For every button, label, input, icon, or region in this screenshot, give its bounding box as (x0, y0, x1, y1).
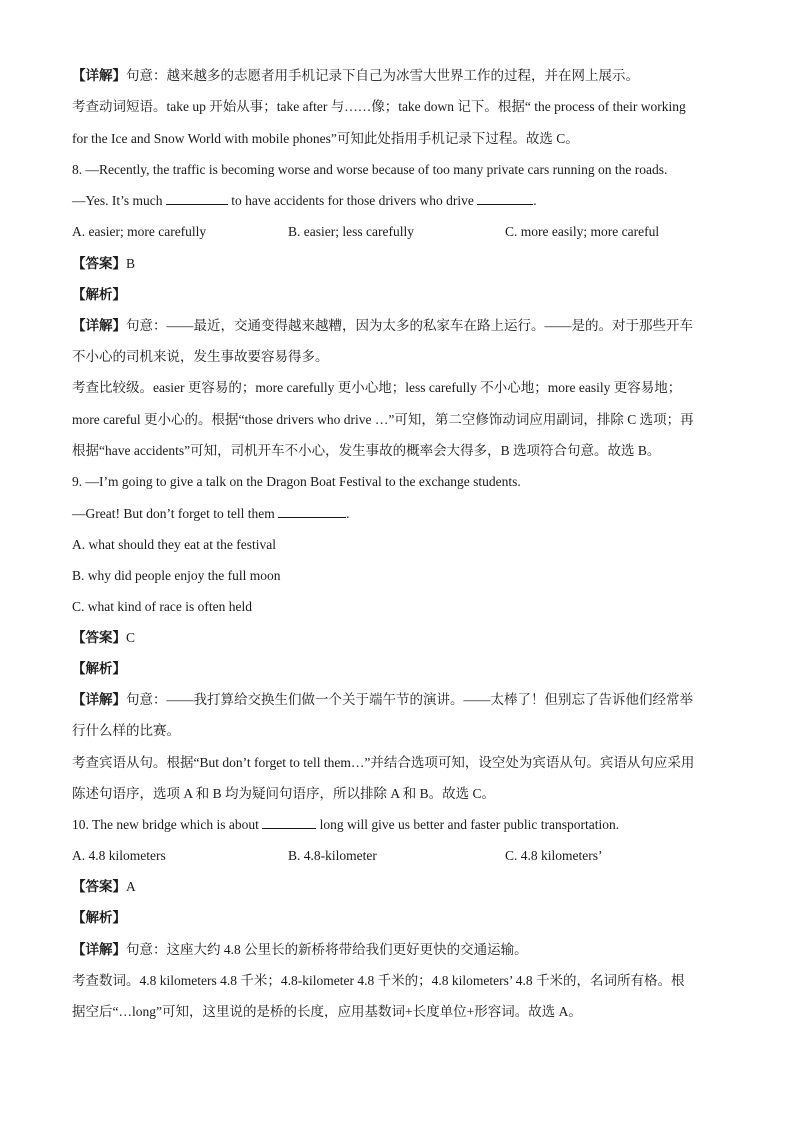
q9-answer (72, 628, 732, 648)
q7-analysis-line-2: for the Ice and Snow World with mobile phones”可知此处指用手机记录下过程。故选 C。 (72, 131, 579, 146)
answer-value: C (126, 630, 136, 645)
q9-option-c: C. what kind of race is often held (72, 599, 252, 614)
option-a: A. easier; more carefully (72, 224, 207, 239)
q10-stem (72, 815, 732, 835)
q9-detail-line-2: 行什么样的比赛。 (72, 723, 180, 738)
answer-value: A (126, 879, 136, 894)
q9-exp-line-1: 考查宾语从句。根据“But don’t forget to tell them…”并结合选项可知，设空处为宾语从句。宾语从句应采用 (72, 755, 695, 770)
option-b: B. easier; less carefully (288, 224, 414, 239)
q10-detail-line-1 (72, 940, 732, 960)
option-c: C. more easily; more careful (505, 224, 660, 239)
q8-text-b: to have accidents for those drivers who drive (227, 193, 478, 208)
q10-exp-line-1: 考查数词。4.8 kilometers 4.8 千米；4.8-kilometer 4.8 千米的；4.8 kilometers’ 4.8 千米的，名词所有格。根 (72, 973, 685, 988)
q10-text-b: long will give us better and faster public transportation. (316, 817, 620, 832)
option-a: A. 4.8 kilometers (72, 848, 166, 863)
q9-option-b: B. why did people enjoy the full moon (72, 568, 281, 583)
q10-exp-line-2: 据空后“…long”可知，这里说的是桥的长度，应用基数词+长度单位+形容词。故选 A。 (72, 1004, 582, 1019)
answer-label: 【答案】 (72, 879, 126, 894)
q10-analysis-heading (72, 908, 732, 928)
detail-text: 句意：越来越多的志愿者用手机记录下自己为冰雪大世界工作的过程，并在网上展示。 (126, 68, 639, 83)
answer-label: 【答案】 (72, 630, 126, 645)
q10-text-a: 10. The new bridge which is about (72, 817, 263, 832)
analysis-label: 【解析】 (72, 287, 126, 302)
q7-detail-line (72, 66, 732, 86)
q9-option-a: A. what should they eat at the festival (72, 537, 276, 552)
q8-stem-line-2 (72, 191, 732, 211)
q8-stem: 8. —Recently, the traffic is becoming worse and worse because of too many private cars running on the roads. (72, 162, 668, 177)
q8-detail-line-2: 不小心的司机来说，发生事故要容易得多。 (72, 349, 329, 364)
option-c: C. 4.8 kilometers’ (505, 848, 603, 863)
detail-label: 【详解】 (72, 692, 126, 707)
detail-text: 句意：——我打算给交换生们做一个关于端午节的演讲。——太棒了！但别忘了告诉他们经常举 (126, 692, 693, 707)
q10-answer (72, 877, 732, 897)
detail-text: 句意：这座大约 4.8 公里长的新桥将带给我们更好更快的交通运输。 (126, 942, 528, 957)
answer-blank (477, 192, 533, 205)
q9-stem: 9. —I’m going to give a talk on the Dragon Boat Festival to the exchange students. (72, 474, 521, 489)
q9-text-b: . (346, 506, 350, 521)
q8-answer (72, 254, 732, 274)
answer-blank (278, 505, 346, 518)
analysis-label: 【解析】 (72, 910, 126, 925)
detail-label: 【详解】 (72, 68, 126, 83)
q9-analysis-heading (72, 659, 732, 679)
detail-label: 【详解】 (72, 942, 126, 957)
analysis-label: 【解析】 (72, 661, 126, 676)
q8-exp-line-1: 考查比较级。easier 更容易的；more carefully 更小心地；less carefully 不小心地；more easily 更容易地； (72, 380, 682, 395)
answer-blank (166, 192, 228, 205)
q8-text-a: —Yes. It’s much (72, 193, 166, 208)
q9-text-a: —Great! But don’t forget to tell them (72, 506, 279, 521)
answer-blank (262, 816, 316, 829)
answer-label: 【答案】 (72, 256, 126, 271)
answer-value: B (126, 256, 136, 271)
q8-exp-line-2: more careful 更小心的。根据“those drivers who drive …”可知，第二空修饰动词应用副词，排除 C 选项；再 (72, 412, 694, 427)
q9-stem-line-2 (72, 504, 732, 524)
detail-label: 【详解】 (72, 318, 126, 333)
q9-detail-line-1 (72, 690, 732, 710)
detail-text: 句意：——最近，交通变得越来越糟，因为太多的私家车在路上运行。——是的。对于那些开车 (126, 318, 693, 333)
q8-analysis-heading (72, 285, 732, 305)
q9-exp-line-2: 陈述句语序，选项 A 和 B 均为疑问句语序，所以排除 A 和 B。故选 C。 (72, 786, 496, 801)
q7-analysis-line-1: 考查动词短语。take up 开始从事；take after 与……像；take down 记下。根据“ the process of their working (72, 99, 686, 114)
option-b: B. 4.8-kilometer (288, 848, 377, 863)
q8-exp-line-3: 根据“have accidents”可知，司机开车不小心，发生事故的概率会大得多，B 选项符合句意。故选 B。 (72, 443, 661, 458)
q8-detail-line-1 (72, 316, 732, 336)
q8-text-c: . (533, 193, 537, 208)
